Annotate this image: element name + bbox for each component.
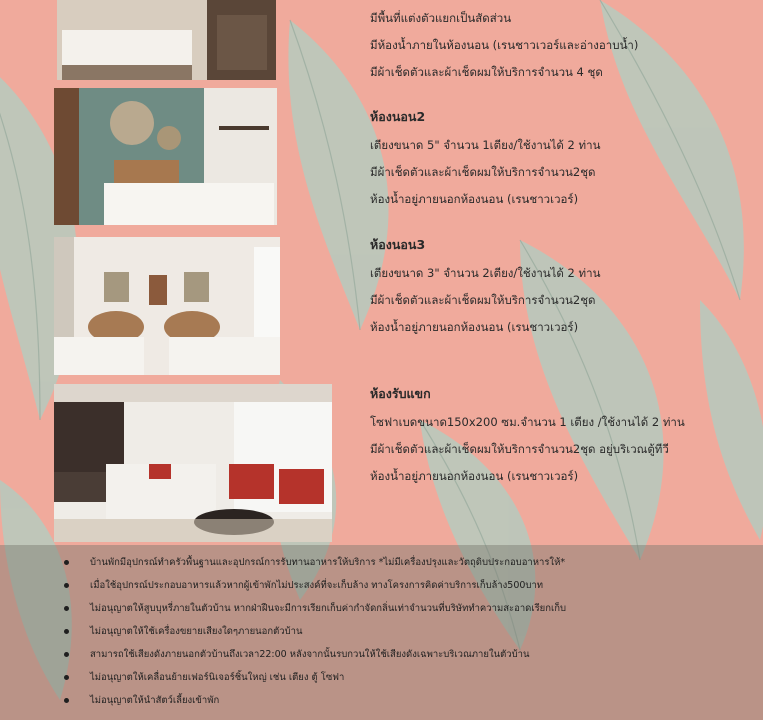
bullet-icon xyxy=(64,560,69,565)
bullet-icon xyxy=(64,698,69,703)
rule-item: ไม่อนุญาตให้นำสัตว์เลี้ยงเข้าพัก xyxy=(68,689,763,712)
bedroom-2-photo xyxy=(54,88,277,225)
living-room-photo xyxy=(54,384,332,542)
rule-item: บ้านพักมีอุปกรณ์ทำครัวพื้นฐานและอุปกรณ์การรับทานอาหารให้บริการ *ไม่มีเครื่องปรุงและวัตถุดิบประกอบอาหารให้* xyxy=(68,551,763,574)
bedroom-1-line: มีห้องน้ำภายในห้องนอน (เรนชาวเวอร์และอ่างอาบน้ำ) xyxy=(370,38,639,52)
bullet-icon xyxy=(64,675,69,680)
bedroom-3-title: ห้องนอน3 xyxy=(370,237,426,252)
rule-item: ไม่อนุญาตให้สูบบุหรี่ภายในตัวบ้าน หากฝ่าฝืนจะมีการเรียกเก็บค่ากำจัดกลิ่นเท่าจำนวนที่บริษัททำความสะอาดเรียกเก็บ xyxy=(68,597,763,620)
rule-item: ไม่อนุญาตให้ใช้เครื่องขยายเสียงใดๆภายนอกตัวบ้าน xyxy=(68,620,763,643)
bullet-icon xyxy=(64,652,69,657)
bedroom-2-line: ห้องน้ำอยู่ภายนอกห้องนอน (เรนชาวเวอร์) xyxy=(370,192,579,206)
bedroom-2-line: มีผ้าเช็ดตัวและผ้าเช็ดผมให้บริการจำนวน2ชุด xyxy=(370,165,596,179)
rule-item: เมื่อใช้อุปกรณ์ประกอบอาหารแล้วหากผู้เข้าพักไม่ประสงค์ที่จะเก็บล้าง ทางโครงการคิดค่าบริการเก็บล้าง500บาท xyxy=(68,574,763,597)
bedroom-3-line: ห้องน้ำอยู่ภายนอกห้องนอน (เรนชาวเวอร์) xyxy=(370,320,579,334)
bedroom-1-details xyxy=(370,10,638,91)
house-rules-list xyxy=(0,545,763,720)
rule-item: สามารถใช้เสียงดังภายนอกตัวบ้านถึงเวลา22:00 หลังจากนั้นรบกวนให้ใช้เสียงดังเฉพาะบริเวณภายในตัวบ้าน xyxy=(68,643,763,666)
bedroom-3-line: เตียงขนาด 3" จำนวน 2เตียง/ใช้งานได้ 2 ท่าน xyxy=(370,266,601,280)
living-room-line: มีผ้าเช็ดตัวและผ้าเช็ดผมให้บริการจำนวน2ชุด อยู่บริเวณตู้ทีวี xyxy=(370,442,669,456)
living-room-title: ห้องรับแขก xyxy=(370,386,431,401)
bullet-icon xyxy=(64,629,69,634)
bedroom-1-line: มีผ้าเช็ดตัวและผ้าเช็ดผมให้บริการจำนวน 4 ชุด xyxy=(370,65,603,79)
bullet-icon xyxy=(64,583,69,588)
rule-item: ไม่อนุญาตให้เคลื่อนย้ายเฟอร์นิเจอร์ชิ้นใหญ่ เช่น เตียง ตู้ โซฟา xyxy=(68,666,763,689)
living-room-line: โซฟาเบดขนาด150x200 ซม.จำนวน 1 เตียง /ใช้งานได้ 2 ท่าน xyxy=(370,415,685,429)
bedroom-2-title: ห้องนอน2 xyxy=(370,109,426,124)
living-room-line: ห้องน้ำอยู่ภายนอกห้องนอน (เรนชาวเวอร์) xyxy=(370,469,579,483)
bedroom-1-photo xyxy=(57,0,276,80)
bedroom-3-line: มีผ้าเช็ดตัวและผ้าเช็ดผมให้บริการจำนวน2ชุด xyxy=(370,293,596,307)
bedroom-3-details xyxy=(370,235,600,346)
living-room-details xyxy=(370,384,685,495)
bedroom-2-line: เตียงขนาด 5" จำนวน 1เตียง/ใช้งานได้ 2 ท่าน xyxy=(370,138,601,152)
bedroom-1-line: มีพื้นที่แต่งตัวแยกเป็นสัดส่วน xyxy=(370,11,512,25)
bedroom-3-photo xyxy=(54,237,280,375)
bullet-icon xyxy=(64,606,69,611)
bedroom-2-details xyxy=(370,107,600,218)
